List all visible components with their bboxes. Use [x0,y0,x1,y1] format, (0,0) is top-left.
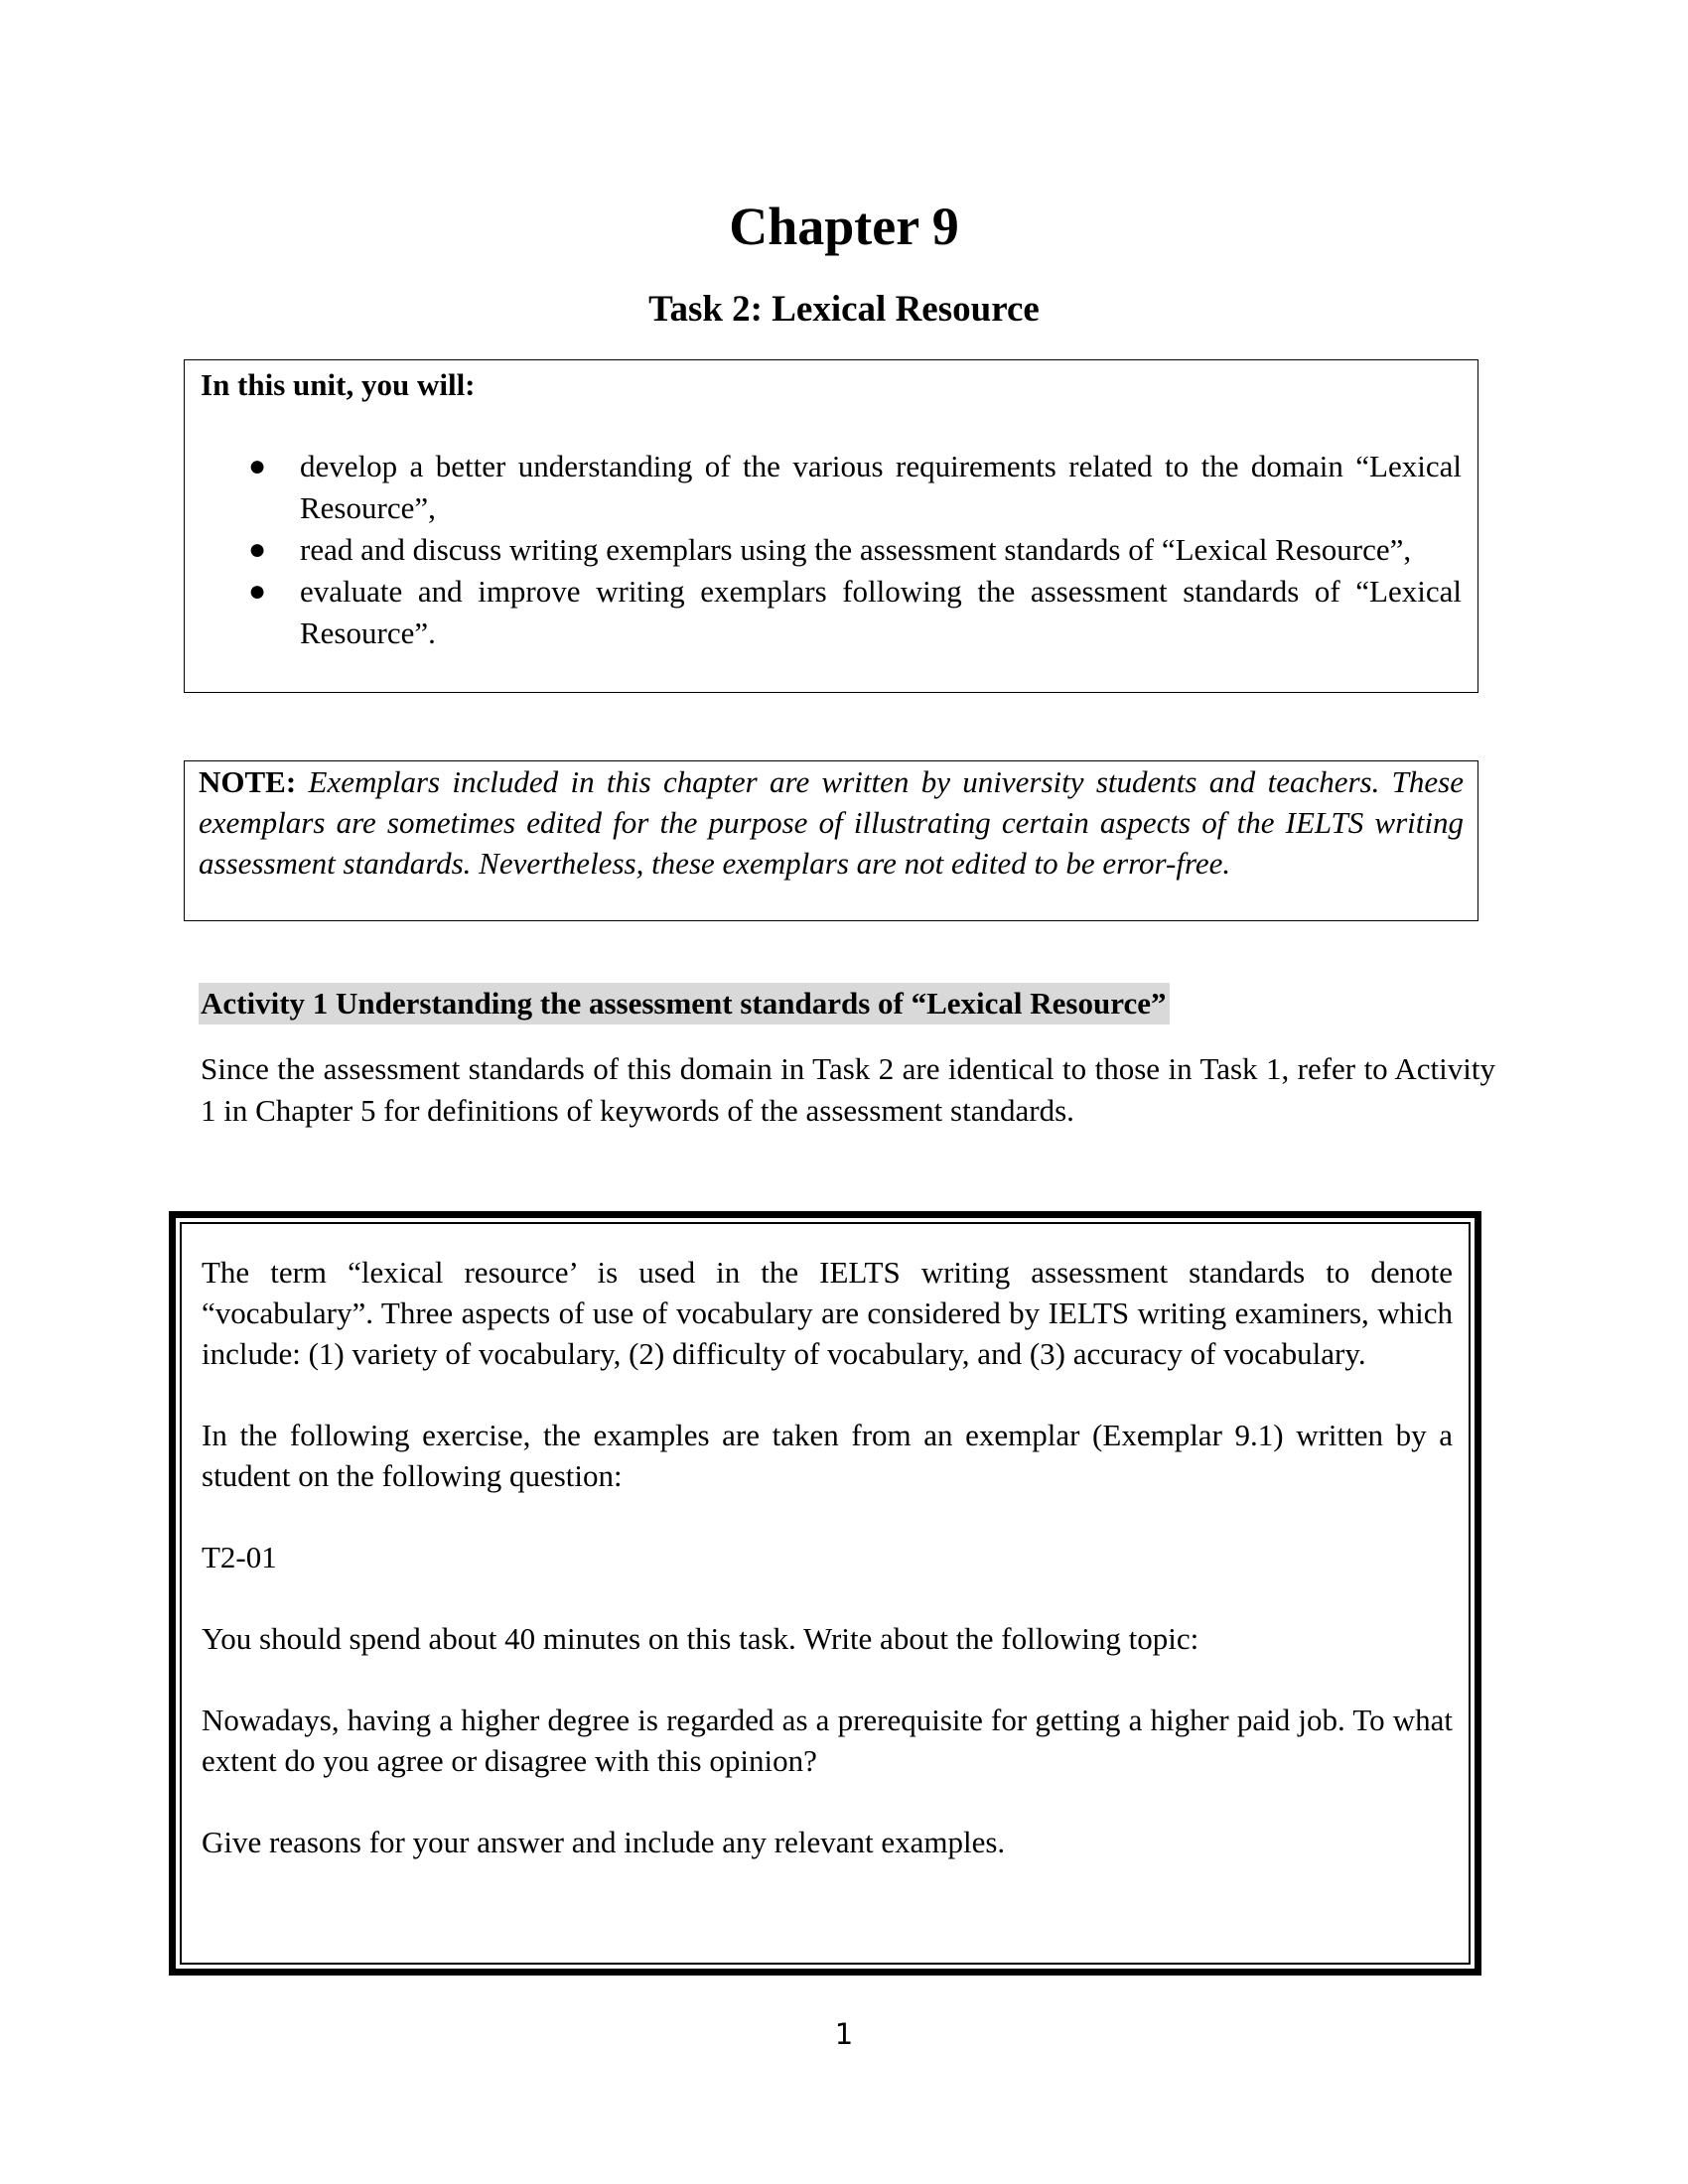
page-title: Chapter 9 [729,197,959,256]
note-text: Exemplars included in this chapter are written by university students and teachers. These exemplars are sometimes edited for the purpose of illustrating certain aspects of the IELTS writing assessment standards. Nevertheless, these exemplars are not edited to be error-free. [199,764,1464,881]
objectives-heading: In this unit, you will: [201,367,476,402]
box-paragraph-intro: The term “lexical resource’ is used in the IELTS writing assessment standards to denote “vocabulary”. Three aspects of use of vocabulary are considered by IELTS writing examiners, which include: (1) variety of vocabulary, (2) difficulty of vocabulary, and (3) accuracy of vocabulary. [202,1255,1453,1371]
note-box [184,760,1478,921]
task-topic: Nowadays, having a higher degree is regarded as a prerequisite for getting a higher paid job. To what extent do you agree or disagree with this opinion? [202,1703,1453,1778]
page-subtitle: Task 2: Lexical Resource [648,289,1040,330]
note-label: NOTE: [199,764,297,799]
activity-heading: Activity 1 Understanding the assessment standards of “Lexical Resource” [199,983,1170,1024]
task-code: T2-01 [202,1540,277,1574]
framed-box-inner [180,1222,1471,1965]
box-paragraph-exercise: In the following exercise, the examples are taken from an exemplar (Exemplar 9.1) written by a student on the following question: [202,1418,1453,1493]
objective-text: read and discuss writing exemplars using the assessment standards of “Lexical Resource”, [300,532,1412,567]
task-closing: Give reasons for your answer and include any relevant examples. [202,1825,1006,1859]
framed-box [169,1211,1481,1976]
task-instruction: You should spend about 40 minutes on this task. Write about the following topic: [202,1621,1199,1656]
objectives-box [184,359,1478,693]
objectives-list [201,446,1462,654]
objective-text: develop a better understanding of the various requirements related to the domain “Lexical Resource”, [300,449,1462,525]
activity-body: Since the assessment standards of this domain in Task 2 are identical to those in Task 1, refer to Activity 1 in Chapter 5 for definitions of keywords of the assessment standards. [201,1051,1495,1128]
objective-text: evaluate and improve writing exemplars following the assessment standards of “Lexical Resource”. [300,574,1462,650]
bullet-icon: ● [248,533,267,566]
bullet-icon: ● [248,575,267,608]
page-number: 1 [834,2017,854,2051]
bullet-icon: ● [248,450,267,482]
objective-item [201,571,1462,654]
objective-item [201,529,1462,571]
objective-item [201,446,1462,529]
